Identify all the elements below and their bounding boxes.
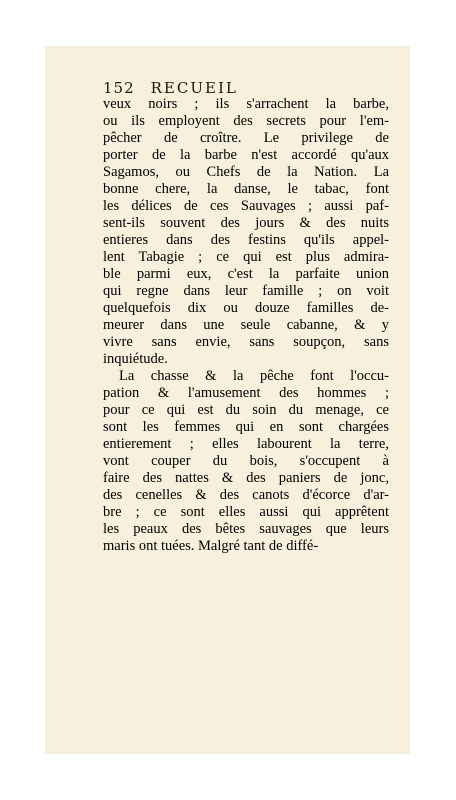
text-line: sont les femmes qui en sont chargées xyxy=(103,419,389,435)
text-line: entierement ; elles labourent la terre, xyxy=(103,436,389,452)
text-line: inquiétude. xyxy=(103,351,168,367)
text-line: quelquefois dix ou douze familles de- xyxy=(103,300,389,316)
body-text xyxy=(103,96,389,555)
text-line: meurer dans une seule cabanne, & y xyxy=(103,317,389,333)
text-line: vivre sans envie, sans soupçon, sans xyxy=(103,334,389,350)
text-line: ble parmi eux, c'est la parfaite union xyxy=(103,266,389,282)
page-number: 152 xyxy=(103,79,135,97)
text-line: lent Tabagie ; ce qui est plus admira- xyxy=(103,249,389,265)
text-line: porter de la barbe n'est accordé qu'aux xyxy=(103,147,389,163)
running-title: RECUEIL xyxy=(150,79,238,97)
paragraph-2 xyxy=(103,368,389,555)
text-line: les peaux des bêtes sauvages que leurs xyxy=(103,521,389,537)
text-line: des cenelles & des canots d'écorce d'ar- xyxy=(103,487,389,503)
text-line: veux noirs ; ils s'arrachent la barbe, xyxy=(103,96,389,112)
running-header xyxy=(103,79,238,97)
paragraph-1 xyxy=(103,96,389,368)
text-line: La chasse & la pêche font l'occu- xyxy=(119,368,389,384)
text-line: maris ont tuées. Malgré tant de diffé- xyxy=(103,538,319,554)
text-line: qui regne dans leur famille ; on voit xyxy=(103,283,389,299)
text-line: ou ils employent des secrets pour l'em- xyxy=(103,113,389,129)
text-line: faire des nattes & des paniers de jonc, xyxy=(103,470,389,486)
text-line: pation & l'amusement des hommes ; xyxy=(103,385,389,401)
text-line: vont couper du bois, s'occupent à xyxy=(103,453,389,469)
text-line: pour ce qui est du soin du menage, ce xyxy=(103,402,389,418)
text-line: bre ; ce sont elles aussi qui apprêtent xyxy=(103,504,389,520)
text-line: les délices de ces Sauvages ; aussi paf- xyxy=(103,198,389,214)
text-line: entieres dans des festins qu'ils appel- xyxy=(103,232,389,248)
text-line: bonne chere, la danse, le tabac, font xyxy=(103,181,389,197)
text-line: sent-ils souvent des jours & des nuits xyxy=(103,215,389,231)
text-line: pêcher de croître. Le privilege de xyxy=(103,130,389,146)
text-line: Sagamos, ou Chefs de la Nation. La xyxy=(103,164,389,180)
